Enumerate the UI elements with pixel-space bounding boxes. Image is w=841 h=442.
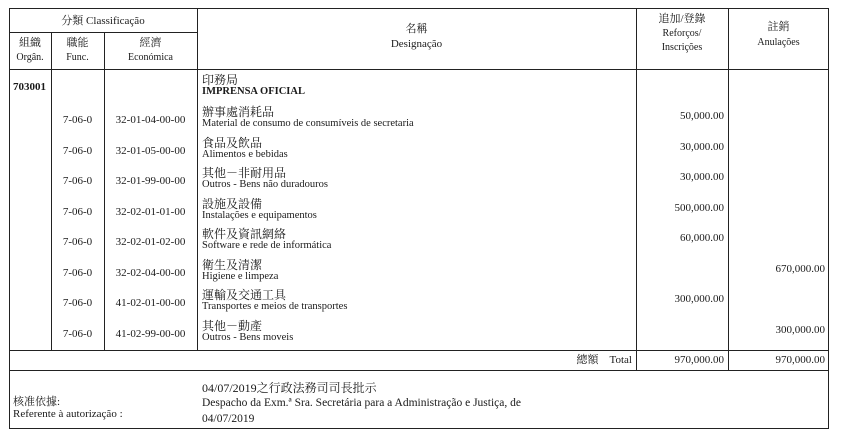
row-designation-pt: Transportes e meios de transportes: [202, 301, 348, 312]
organ-code: 703001: [13, 81, 46, 93]
row-annul-amount: 670,000.00: [775, 262, 825, 275]
row-annul-amount: 300,000.00: [775, 323, 825, 336]
row-designation-zh: 食品及飲品: [202, 135, 263, 150]
row-reinforce-amount: 300,000.00: [674, 293, 724, 305]
row-econ-code: 41-02-01-00-00: [115, 297, 186, 309]
row-reinforce-amount: 30,000.00: [680, 171, 724, 183]
row-designation-pt: Outros - Bens não duradouros: [202, 179, 328, 190]
reinforce-header-zh: 追加/登錄: [658, 13, 706, 25]
reference-label-pt: Referente à autorização :: [13, 408, 123, 420]
total-bottom-line: [9, 370, 829, 371]
row-reinforce-amount: 50,000.00: [680, 110, 724, 122]
row-func-code: 7-06-0: [62, 114, 93, 126]
row-func-code: 7-06-0: [62, 175, 93, 187]
header-subdivider: [9, 32, 197, 33]
row-econ-code: 41-02-99-00-00: [115, 327, 186, 340]
annul-header-pt: Anulações: [757, 37, 800, 48]
econ-header-pt: Económica: [128, 52, 173, 63]
row-func-code: 7-06-0: [62, 236, 93, 248]
row-econ-code: 32-01-04-00-00: [115, 114, 186, 126]
row-designation-zh: 運輸及交通工具: [202, 288, 287, 302]
row-designation-zh: 設施及設備: [202, 196, 263, 211]
reference-label-zh: 核准依據:: [13, 396, 61, 408]
row-econ-code: 32-01-05-00-00: [115, 144, 186, 157]
row-reinforce-amount: 60,000.00: [680, 232, 724, 244]
designation-header-zh: 名稱: [405, 23, 428, 35]
row-econ-code: 32-02-04-00-00: [115, 266, 186, 279]
row-func-code: 7-06-0: [62, 297, 93, 309]
row-designation-zh: 其他－非耐用品: [202, 166, 287, 180]
func-header-pt: Func.: [66, 52, 89, 63]
total-label: 總額 Total: [576, 354, 632, 366]
classification-header: 分類 Classificação: [61, 15, 145, 27]
annul-header-zh: 註銷: [767, 21, 790, 33]
row-designation-pt: Software e rede de informática: [202, 240, 332, 251]
row-designation-zh: 其他－動產: [202, 318, 263, 333]
row-designation-pt: Instalações e equipamentos: [202, 209, 317, 221]
col-divider-designation: [636, 8, 637, 370]
total-reinforce: 970,000.00: [674, 354, 724, 366]
func-header-zh: 職能: [66, 37, 89, 49]
row-designation-zh: 辦事處消耗品: [202, 105, 275, 119]
row-func-code: 7-06-0: [62, 205, 93, 218]
row-reinforce-amount: 30,000.00: [680, 140, 724, 153]
organ-name-zh: 印務局: [202, 73, 239, 87]
total-annul: 970,000.00: [775, 354, 825, 366]
col-divider-reinforce: [728, 8, 729, 370]
row-designation-pt: Outros - Bens moveis: [202, 331, 294, 343]
row-designation-pt: Alimentos e bebidas: [202, 148, 288, 160]
row-econ-code: 32-01-99-00-00: [115, 175, 186, 187]
row-designation-zh: 軟件及資訊網絡: [202, 227, 287, 241]
row-func-code: 7-06-0: [62, 266, 93, 279]
econ-header-zh: 經濟: [139, 37, 162, 49]
row-econ-code: 32-02-01-01-00: [115, 205, 186, 218]
row-econ-code: 32-02-01-02-00: [115, 236, 186, 248]
row-func-code: 7-06-0: [62, 327, 93, 340]
row-designation-pt: Material de consumo de consumíveis de secretaria: [202, 118, 414, 129]
reference-line3: 04/07/2019: [202, 413, 255, 425]
row-designation-zh: 衛生及清潔: [202, 257, 263, 272]
row-func-code: 7-06-0: [62, 144, 93, 157]
organ-name-pt: IMPRENSA OFICIAL: [202, 86, 305, 97]
row-reinforce-amount: 500,000.00: [674, 201, 724, 214]
organ-header-zh: 組織: [19, 37, 41, 49]
reinforce-header-pt1: Reforços/: [662, 28, 702, 39]
row-designation-pt: Higiene e limpeza: [202, 270, 279, 282]
total-top-line: [9, 350, 829, 351]
reference-line1: 04/07/2019之行政法務司司長批示: [202, 381, 377, 395]
reinforce-header-pt2: Inscrições: [661, 42, 703, 53]
reference-line2: Despacho da Exm.ª Sra. Secretária para a Administração e Justiça, de: [202, 397, 521, 409]
organ-header-pt: Orgân.: [16, 52, 44, 63]
col-divider-econ: [197, 8, 198, 350]
designation-header-pt: Designação: [390, 38, 443, 50]
header-bottom-line: [9, 69, 829, 70]
